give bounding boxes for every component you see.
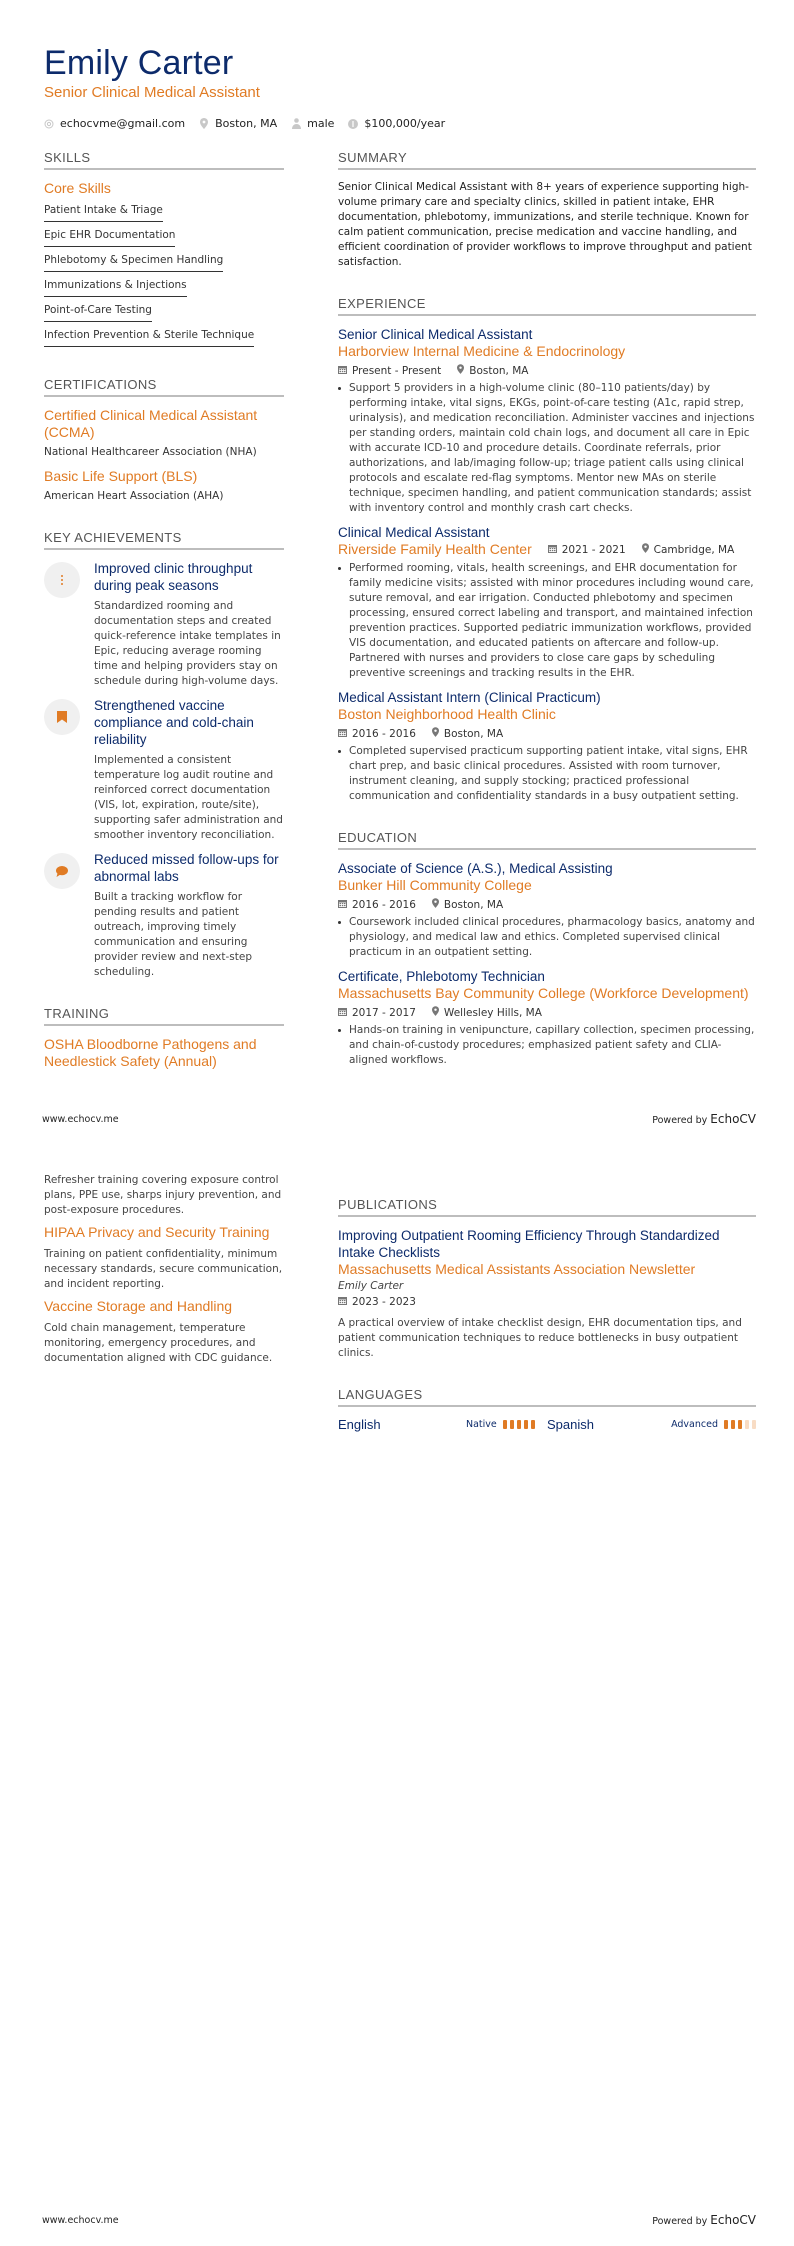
job-dates: 2016 - 2016 [352, 727, 416, 740]
training-name: OSHA Bloodborne Pathogens and Needlestick Safety (Annual) [44, 1036, 257, 1069]
publications-section [338, 1197, 756, 1361]
certification-item [44, 468, 284, 504]
calendar-icon [338, 1007, 347, 1019]
job-bullet: Performed rooming, vitals, health screenings, and EHR documentation for family medicine visits; assisted with minor procedures including wound care, suture removal, and ear irrigation. Conducted phlebotomy and specimen processing, ensured correct labeling and transport, and maintained infection prevention practices. Supported pediatric immunization workflows, provided VIS documentation, and educated patients on aftercare and follow-up. Partnered with nurses and providers to close care gaps by scheduling preventive screenings and tracking results in the EHR. [338, 561, 756, 681]
degree: Certificate, Phlebotomy Technician [338, 969, 545, 984]
training-desc: Training on patient confidentiality, minimum necessary standards, secure communication, and incident reporting. [44, 1248, 283, 1290]
job-dates: 2021 - 2021 [561, 543, 626, 556]
calendar-icon [338, 728, 347, 740]
job-bullet: Support 5 providers in a high-volume clinic (80–110 patients/day) by performing intake, vital signs, EKGs, point-of-care testing (A1c, rapid strep, urinalysis), and medication reconciliation. Administer vaccines and injections per standing orders, maintain cold chain logs, and document all care in Epic with accurate ICD-10 and procedure details. Coordinate referrals, prior authorizations, and lab/imaging follow-up; triage patient calls using clinical protocols and escalate red-flag symptoms. Mentor new MAs on sterile technique, specimen handling, and patient communication standards; assist with inventory control and monthly crash cart checks. [338, 381, 756, 516]
language-name: Spanish [547, 1417, 594, 1432]
education-item [338, 968, 756, 1068]
languages-list [338, 1417, 756, 1432]
job-title: Medical Assistant Intern (Clinical Practicum) [338, 690, 601, 705]
language-level: Native [466, 1419, 497, 1430]
left-column-continued [44, 1173, 284, 1372]
bookmark-icon [44, 699, 80, 735]
brand-logo: EchoCV [710, 2213, 756, 2227]
language-name: English [338, 1417, 381, 1432]
job-meta [548, 543, 735, 556]
languages-section [338, 1387, 756, 1432]
brand-logo: EchoCV [710, 1112, 756, 1126]
page-footer [42, 2213, 756, 2227]
location-pin-icon [432, 898, 439, 911]
right-column [338, 150, 756, 1094]
skill-item: Immunizations & Injections [44, 276, 187, 297]
education-bullet: Hands-on training in venipuncture, capillary collection, specimen processing, and chain-of-custody procedures; emphasized patient safety and CLIA-aligned workflows. [338, 1023, 756, 1068]
skills-section [44, 150, 284, 351]
language-item [547, 1417, 756, 1432]
certification-name: Basic Life Support (BLS) [44, 468, 198, 484]
employer: Boston Neighborhood Health Clinic [338, 706, 556, 722]
job-title: Clinical Medical Assistant [338, 525, 490, 540]
right-column-continued [338, 1197, 756, 1458]
section-title: SKILLS [44, 150, 284, 170]
certification-issuer: American Heart Association (AHA) [44, 490, 224, 502]
proficiency-dots [503, 1420, 535, 1429]
section-title: TRAINING [44, 1006, 284, 1026]
salary-icon [348, 119, 358, 129]
training-name: HIPAA Privacy and Security Training [44, 1224, 270, 1240]
education-meta: 2017 - 2017 Wellesley Hills, MA [338, 1006, 756, 1019]
publication-author: Emily Carter [338, 1280, 404, 1292]
skill-item: Patient Intake & Triage [44, 201, 163, 222]
language-level: Advanced [671, 1419, 718, 1430]
contact-salary: $100,000/year [348, 117, 445, 130]
certifications-section [44, 377, 284, 504]
contact-row [44, 117, 445, 130]
education-bullet: Coursework included clinical procedures, pharmacology basics, anatomy and physiology, and medical law and ethics. Completed supervised clinical practicum in an outpatient setting. [338, 915, 756, 960]
section-title: EXPERIENCE [338, 296, 756, 316]
experience-item [338, 524, 756, 681]
achievement-title: Improved clinic throughput during peak seasons [94, 561, 253, 593]
publication-item [338, 1227, 756, 1361]
degree: Associate of Science (A.S.), Medical Assisting [338, 861, 613, 876]
language-item [338, 1417, 547, 1432]
school: Bunker Hill Community College [338, 877, 532, 893]
certification-item [44, 407, 284, 460]
resume-header [44, 44, 445, 130]
section-title: LANGUAGES [338, 1387, 756, 1407]
employer: Riverside Family Health Center [338, 541, 532, 557]
achievement-title: Reduced missed follow-ups for abnormal labs [94, 852, 279, 884]
dots-vertical-icon [44, 562, 80, 598]
achievement-item [44, 697, 284, 843]
powered-by: Powered by EchoCV [652, 2213, 756, 2227]
summary-text: Senior Clinical Medical Assistant with 8+ years of experience supporting high-volume primary care and specialty clinics, skilled in patient intake, EHR documentation, phlebotomy, immunizations, and sterile technique. Known for calm patient communication, precise medication and vaccine handling, and efficient coordination of provider workflows to improve throughput and patient satisfaction. [338, 181, 752, 268]
training-desc: Refresher training covering exposure control plans, PPE use, sharps injury prevention, and post-exposure procedures. [44, 1174, 282, 1216]
achievement-desc: Built a tracking workflow for pending results and patient outreach, improving timely communication and ensuring provider review and next-step scheduling. [94, 891, 253, 978]
proficiency-dots [724, 1420, 756, 1429]
achievement-title: Strengthened vaccine compliance and cold-chain reliability [94, 698, 254, 747]
candidate-name: Emily Carter [44, 44, 234, 82]
section-title: SUMMARY [338, 150, 756, 170]
location-pin-icon [432, 727, 439, 740]
experience-item [338, 689, 756, 804]
section-title: CERTIFICATIONS [44, 377, 284, 397]
training-desc: Cold chain management, temperature monitoring, emergency procedures, and documentation aligned with CDC guidance. [44, 1322, 273, 1364]
job-location: Boston, MA [469, 364, 529, 377]
skill-item: Epic EHR Documentation [44, 226, 175, 247]
publication-publisher: Massachusetts Medical Assistants Association Newsletter [338, 1261, 696, 1277]
speech-bubble-icon [44, 853, 80, 889]
job-meta [338, 727, 756, 740]
skill-item: Phlebotomy & Specimen Handling [44, 251, 223, 272]
person-icon [291, 119, 301, 129]
skills-list [44, 201, 284, 351]
achievement-item [44, 851, 284, 980]
job-location: Boston, MA [443, 727, 504, 740]
training-section [44, 1006, 284, 1070]
certification-name: Certified Clinical Medical Assistant (CCMA) [44, 407, 258, 440]
calendar-icon [338, 1296, 347, 1308]
education-meta: 2016 - 2016 Boston, MA [338, 898, 756, 911]
publication-desc: A practical overview of intake checklist design, EHR documentation tips, and patient communication techniques to reduce bottlenecks in busy outpatient clinics. [338, 1317, 742, 1359]
skill-item: Point-of-Care Testing [44, 301, 152, 322]
certification-issuer: National Healthcareer Association (NHA) [44, 446, 257, 458]
section-title: PUBLICATIONS [338, 1197, 756, 1217]
job-dates: Present - Present [352, 364, 442, 377]
publication-title: Improving Outpatient Rooming Efficiency Through Standardized Intake Checklists [338, 1228, 720, 1260]
contact-gender: male [291, 117, 334, 130]
summary-section [338, 150, 756, 270]
contact-location: Boston, MA [199, 117, 277, 130]
achievements-section [44, 530, 284, 980]
publication-meta: 2023 - 2023 [338, 1296, 756, 1308]
powered-by: Powered by EchoCV [652, 1112, 756, 1126]
job-location: Cambridge, MA [653, 543, 735, 556]
job-meta [338, 364, 756, 377]
location-pin-icon [457, 364, 464, 377]
location-pin-icon [199, 119, 209, 129]
calendar-icon [548, 544, 557, 556]
job-bullet: Completed supervised practicum supporting patient intake, vital signs, EHR chart prep, and basic clinical procedures. Assisted with room turnover, instrument cleaning, and supply stocking; practiced professional communication and confidentiality standards in a busy outpatient setting. [338, 744, 756, 804]
education-item [338, 860, 756, 960]
footer-url[interactable]: www.echocv.me [42, 1113, 119, 1125]
achievement-desc: Implemented a consistent temperature log audit routine and reinforced correct documentation (VIS, lot, expiration, route/site), supporting safer administration and smoother inventory reconciliation. [94, 754, 283, 841]
contact-email[interactable]: echocvme@gmail.com [44, 117, 185, 130]
achievement-item [44, 560, 284, 689]
resume-page-2 [0, 1123, 794, 2246]
candidate-title: Senior Clinical Medical Assistant [44, 84, 260, 101]
experience-item [338, 326, 756, 516]
job-title: Senior Clinical Medical Assistant [338, 327, 533, 342]
section-title: KEY ACHIEVEMENTS [44, 530, 284, 550]
skill-item: Infection Prevention & Sterile Technique [44, 326, 254, 347]
section-title: EDUCATION [338, 830, 756, 850]
calendar-icon [338, 365, 347, 377]
achievement-desc: Standardized rooming and documentation steps and created quick-reference intake templates in Epic, reducing average rooming time and helping providers stay on schedule during high-volume days. [94, 600, 281, 687]
employer: Harborview Internal Medicine & Endocrinology [338, 343, 626, 359]
footer-url[interactable]: www.echocv.me [42, 2214, 119, 2226]
at-icon [44, 119, 54, 129]
location-pin-icon [432, 1006, 439, 1019]
experience-section [338, 296, 756, 804]
calendar-icon [338, 899, 347, 911]
location-pin-icon [642, 543, 649, 556]
skill-group-title: Core Skills [44, 180, 111, 196]
training-name: Vaccine Storage and Handling [44, 1298, 233, 1314]
left-column [44, 150, 284, 1096]
school: Massachusetts Bay Community College (Workforce Development) [338, 985, 749, 1001]
education-section [338, 830, 756, 1068]
